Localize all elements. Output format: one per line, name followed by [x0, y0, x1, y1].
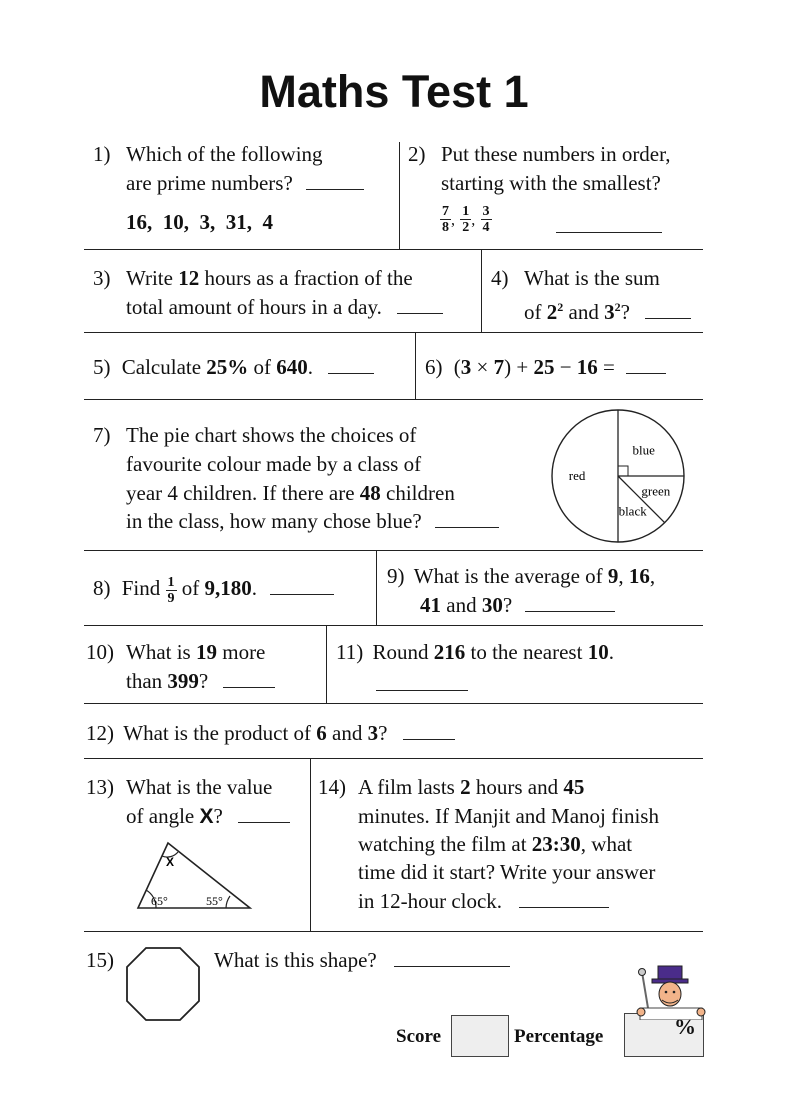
answer-blank[interactable] — [519, 889, 609, 908]
answer-blank[interactable] — [376, 672, 468, 691]
question-1-line2 — [126, 169, 364, 198]
question-4-line2: of $2^2$ and $3^2$? — [524, 293, 691, 327]
answer-blank[interactable] — [223, 669, 275, 688]
fraction: $\frac{7}{8}$ — [442, 204, 449, 235]
question-7-line4 — [126, 507, 499, 536]
question-text: minutes. If Manjit and Manoj finish — [358, 804, 659, 828]
divider-row5 — [84, 625, 703, 626]
question-text: Which of the following — [126, 142, 323, 166]
question-8: 8) Find $\frac{1}{9}$ of 9,180. — [93, 574, 334, 606]
fraction-list: $\frac{7}{8}$ , $\frac{1}{2}$ , $\frac{3}{4}$ — [442, 204, 490, 235]
question-10-line2: than 399? — [126, 667, 275, 696]
question-number: 1) — [93, 142, 111, 166]
answer-blank[interactable] — [645, 300, 691, 319]
question-4 — [491, 264, 660, 293]
angle-55-label: 55° — [206, 894, 223, 908]
question-text: What is the sum — [524, 266, 660, 290]
question-13-line2: of angle X? — [126, 802, 290, 831]
percentage-label: Percentage — [514, 1026, 604, 1047]
question-1 — [93, 140, 323, 169]
prime-number-list: 16, 10, 3, 31, 4 — [126, 210, 273, 234]
question-number: 11) — [336, 640, 364, 664]
answer-blank[interactable] — [525, 593, 615, 612]
angle-65-label: 65° — [151, 894, 168, 908]
divider-q1-q2 — [399, 142, 400, 250]
divider-q8-q9 — [376, 551, 377, 626]
question-text: starting with the smallest? — [441, 171, 661, 195]
question-12: 12) What is the product of 6 and 3? — [86, 719, 455, 748]
answer-blank[interactable] — [328, 355, 374, 374]
answer-blank[interactable] — [403, 721, 455, 740]
question-text: year 4 children. If there are 48 children — [126, 481, 455, 505]
question-text: favourite colour made by a class of — [126, 452, 422, 476]
divider-row6 — [84, 703, 703, 704]
number-item: 4 — [262, 210, 273, 234]
pie-label-green: green — [641, 483, 671, 499]
question-7 — [93, 421, 417, 450]
pie-chart — [548, 406, 688, 546]
divider-q13-q14 — [310, 759, 311, 932]
divider-q3-q4 — [481, 250, 482, 333]
question-text: time did it start? Write your answer — [358, 860, 656, 884]
number-item: 31 — [225, 210, 247, 234]
question-15-text: What is this shape? — [214, 946, 510, 975]
fraction: $\frac{1}{2}$ — [462, 204, 470, 235]
question-10: 10) What is 19 more — [86, 640, 266, 664]
angle-x-label: X — [166, 855, 175, 869]
answer-blank[interactable] — [626, 355, 666, 374]
triangle-diagram — [126, 838, 266, 918]
question-number: 15) — [86, 948, 114, 972]
question-text: watching the film at 23:30, what — [358, 832, 633, 856]
answer-blank[interactable] — [556, 214, 662, 233]
question-number: 3) — [93, 266, 111, 290]
answer-blank[interactable] — [306, 171, 364, 190]
question-2 — [408, 140, 671, 169]
divider-row3 — [84, 399, 703, 400]
pie-label-blue: blue — [632, 442, 655, 458]
divider-q5-q6 — [415, 333, 416, 400]
question-number: 7) — [93, 423, 111, 447]
fraction: $\frac{1}{9}$ — [167, 574, 175, 606]
question-14-line5: in 12-hour clock. — [358, 887, 609, 916]
number-item: 3 — [199, 210, 210, 234]
page-title: Maths Test 1 — [259, 66, 529, 117]
question-13 — [86, 773, 273, 802]
octagon-shape — [123, 944, 203, 1024]
question-9: 9) What is the average of 9, 16, — [387, 564, 656, 588]
question-text: Put these numbers in order, — [441, 142, 671, 166]
question-number: 10) — [86, 640, 114, 664]
question-3-line2 — [126, 293, 443, 322]
score-label: Score — [396, 1026, 442, 1047]
fraction: $\frac{3}{4}$ — [482, 204, 490, 235]
question-9-line2: 41 and 30? — [420, 591, 615, 620]
number-item: 16 — [126, 210, 147, 234]
divider-row4 — [84, 550, 703, 551]
pie-label-red: red — [568, 468, 586, 483]
question-number: 2) — [408, 142, 426, 166]
question-11: 11) Round 216 to the nearest 10. — [336, 640, 614, 664]
question-text: What is the value — [126, 775, 273, 799]
mascot-illustration — [628, 964, 708, 1020]
divider-q10-q11 — [326, 626, 327, 704]
answer-blank[interactable] — [394, 948, 510, 967]
question-number: 14) — [318, 775, 346, 799]
answer-blank[interactable] — [238, 804, 290, 823]
question-number: 6) — [425, 355, 443, 379]
score-box[interactable] — [451, 1015, 509, 1057]
question-text: in the class, how many chose blue? — [126, 509, 422, 533]
question-text: are prime numbers? — [126, 171, 293, 195]
question-text: The pie chart shows the choices of — [126, 423, 417, 447]
divider-row7 — [84, 758, 703, 759]
question-5: 5) Calculate 25% of 640. — [93, 353, 374, 382]
question-text: total amount of hours in a day. — [126, 295, 382, 319]
question-number: 12) — [86, 721, 114, 745]
number-item: 10 — [162, 210, 184, 234]
divider-row1 — [84, 249, 703, 250]
answer-blank[interactable] — [397, 295, 443, 314]
percent-sign: % — [674, 1014, 696, 1039]
question-14: 14) A film lasts 2 hours and 45 — [318, 775, 585, 799]
question-number: 4) — [491, 266, 509, 290]
divider-row2 — [84, 332, 703, 333]
question-number: 9) — [387, 564, 405, 588]
answer-blank[interactable] — [435, 509, 499, 528]
question-3: 3) Write 12 hours as a fraction of the — [93, 266, 413, 290]
pie-label-black: black — [618, 503, 647, 519]
answer-blank[interactable] — [270, 576, 334, 595]
question-number: 5) — [93, 355, 111, 379]
divider-row8 — [84, 931, 703, 932]
question-6: 6) (3 × 7) + 25 − 16 = — [425, 353, 666, 382]
question-number: 8) — [93, 576, 111, 600]
question-number: 13) — [86, 775, 114, 799]
